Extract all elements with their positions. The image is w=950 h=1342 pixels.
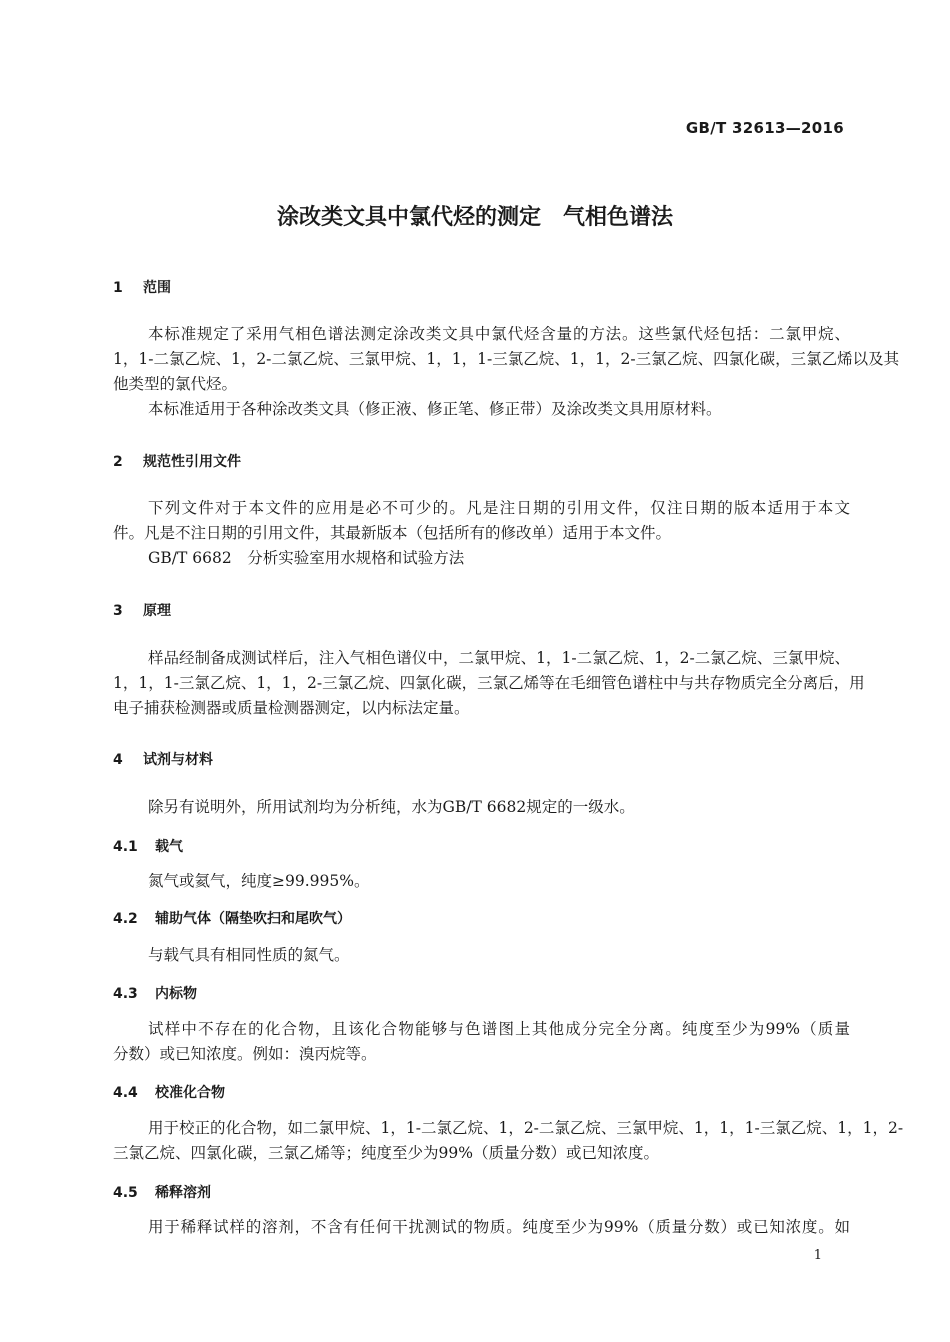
subsection-title: 稀释溶剂	[155, 1185, 211, 1201]
subsection-4-4-heading	[113, 1082, 225, 1102]
paragraph-line: 件。凡是不注日期的引用文件，其最新版本（包括所有的修改单）适用于本文件。	[113, 524, 672, 542]
paragraph-line: 试样中不存在的化合物，且该化合物能够与色谱图上其他成分完全分离。纯度至少为99%（质量	[148, 1020, 850, 1038]
paragraph-line: 氮气或氦气，纯度≥99.995%。	[148, 872, 370, 890]
subsection-title: 内标物	[155, 986, 197, 1002]
subsection-number: 4.2	[113, 911, 138, 927]
subsection-number: 4.4	[113, 1085, 138, 1101]
paragraph-line: 1，1，1-三氯乙烷、1，1，2-三氯乙烷、四氯化碳，三氯乙烯等在毛细管色谱柱中与共存物质完全分离后，用	[113, 674, 865, 692]
subsection-number: 4.3	[113, 986, 138, 1002]
subsection-4-3-heading	[113, 983, 197, 1003]
subsection-4-1-heading	[113, 836, 183, 856]
paragraph-line: 本标准规定了采用气相色谱法测定涂改类文具中氯代烃含量的方法。这些氯代烃包括：二氯甲烷、	[148, 325, 850, 343]
normative-reference: GB/T 6682 分析实验室用水规格和试验方法	[148, 549, 465, 567]
subsection-number: 4.1	[113, 839, 138, 855]
subsection-4-2-heading	[113, 908, 351, 928]
subsection-4-5-heading	[113, 1182, 211, 1202]
paragraph-line: 本标准适用于各种涂改类文具（修正液、修正笔、修正带）及涂改类文具用原材料。	[148, 400, 722, 418]
paragraph-line: 分数）或已知浓度。例如：溴丙烷等。	[113, 1045, 377, 1063]
paragraph-line: 他类型的氯代烃。	[113, 375, 238, 393]
paragraph-line: 下列文件对于本文件的应用是必不可少的。凡是注日期的引用文件，仅注日期的版本适用于本文	[148, 499, 850, 517]
paragraph-line: 用于稀释试样的溶剂，不含有任何干扰测试的物质。纯度至少为99%（质量分数）或已知浓度。如	[148, 1218, 850, 1236]
paragraph-line: 三氯乙烷、四氯化碳，三氯乙烯等；纯度至少为99%（质量分数）或已知浓度。	[113, 1144, 659, 1162]
paragraph-line: 与载气具有相同性质的氮气。	[148, 946, 350, 964]
section-number: 2	[113, 454, 123, 470]
standard-number: GB/T 32613—2016	[685, 119, 844, 137]
section-3-heading	[113, 600, 171, 620]
section-2-heading	[113, 451, 241, 471]
subsection-title: 校准化合物	[155, 1085, 225, 1101]
section-title: 范围	[143, 280, 171, 296]
section-4-heading	[113, 749, 213, 769]
subsection-number: 4.5	[113, 1185, 138, 1201]
section-1-heading	[113, 277, 171, 297]
paragraph-line: 电子捕获检测器或质量检测器测定，以内标法定量。	[113, 699, 470, 717]
page-number: 1	[813, 1248, 822, 1263]
section-title: 原理	[143, 603, 171, 619]
paragraph-line: 除另有说明外，所用试剂均为分析纯，水为GB/T 6682规定的一级水。	[148, 798, 635, 816]
paragraph-line: 样品经制备成测试样后，注入气相色谱仪中，二氯甲烷、1，1-二氯乙烷、1，2-二氯乙烷、三氯甲烷、	[148, 649, 850, 667]
section-number: 4	[113, 752, 123, 768]
section-title: 规范性引用文件	[143, 454, 241, 470]
section-title: 试剂与材料	[143, 752, 213, 768]
subsection-title: 载气	[155, 839, 183, 855]
section-number: 1	[113, 280, 123, 296]
paragraph-line: 用于校正的化合物，如二氯甲烷、1，1-二氯乙烷、1，2-二氯乙烷、三氯甲烷、1，1，1-三氯乙烷、1，1，2-	[148, 1119, 904, 1137]
subsection-title: 辅助气体（隔垫吹扫和尾吹气）	[155, 911, 351, 927]
paragraph-line: 1，1-二氯乙烷、1，2-二氯乙烷、三氯甲烷、1，1，1-三氯乙烷、1，1，2-三氯乙烷、四氯化碳，三氯乙烯以及其	[113, 350, 900, 368]
document-title: 涂改类文具中氯代烃的测定 气相色谱法	[276, 205, 673, 230]
section-number: 3	[113, 603, 123, 619]
